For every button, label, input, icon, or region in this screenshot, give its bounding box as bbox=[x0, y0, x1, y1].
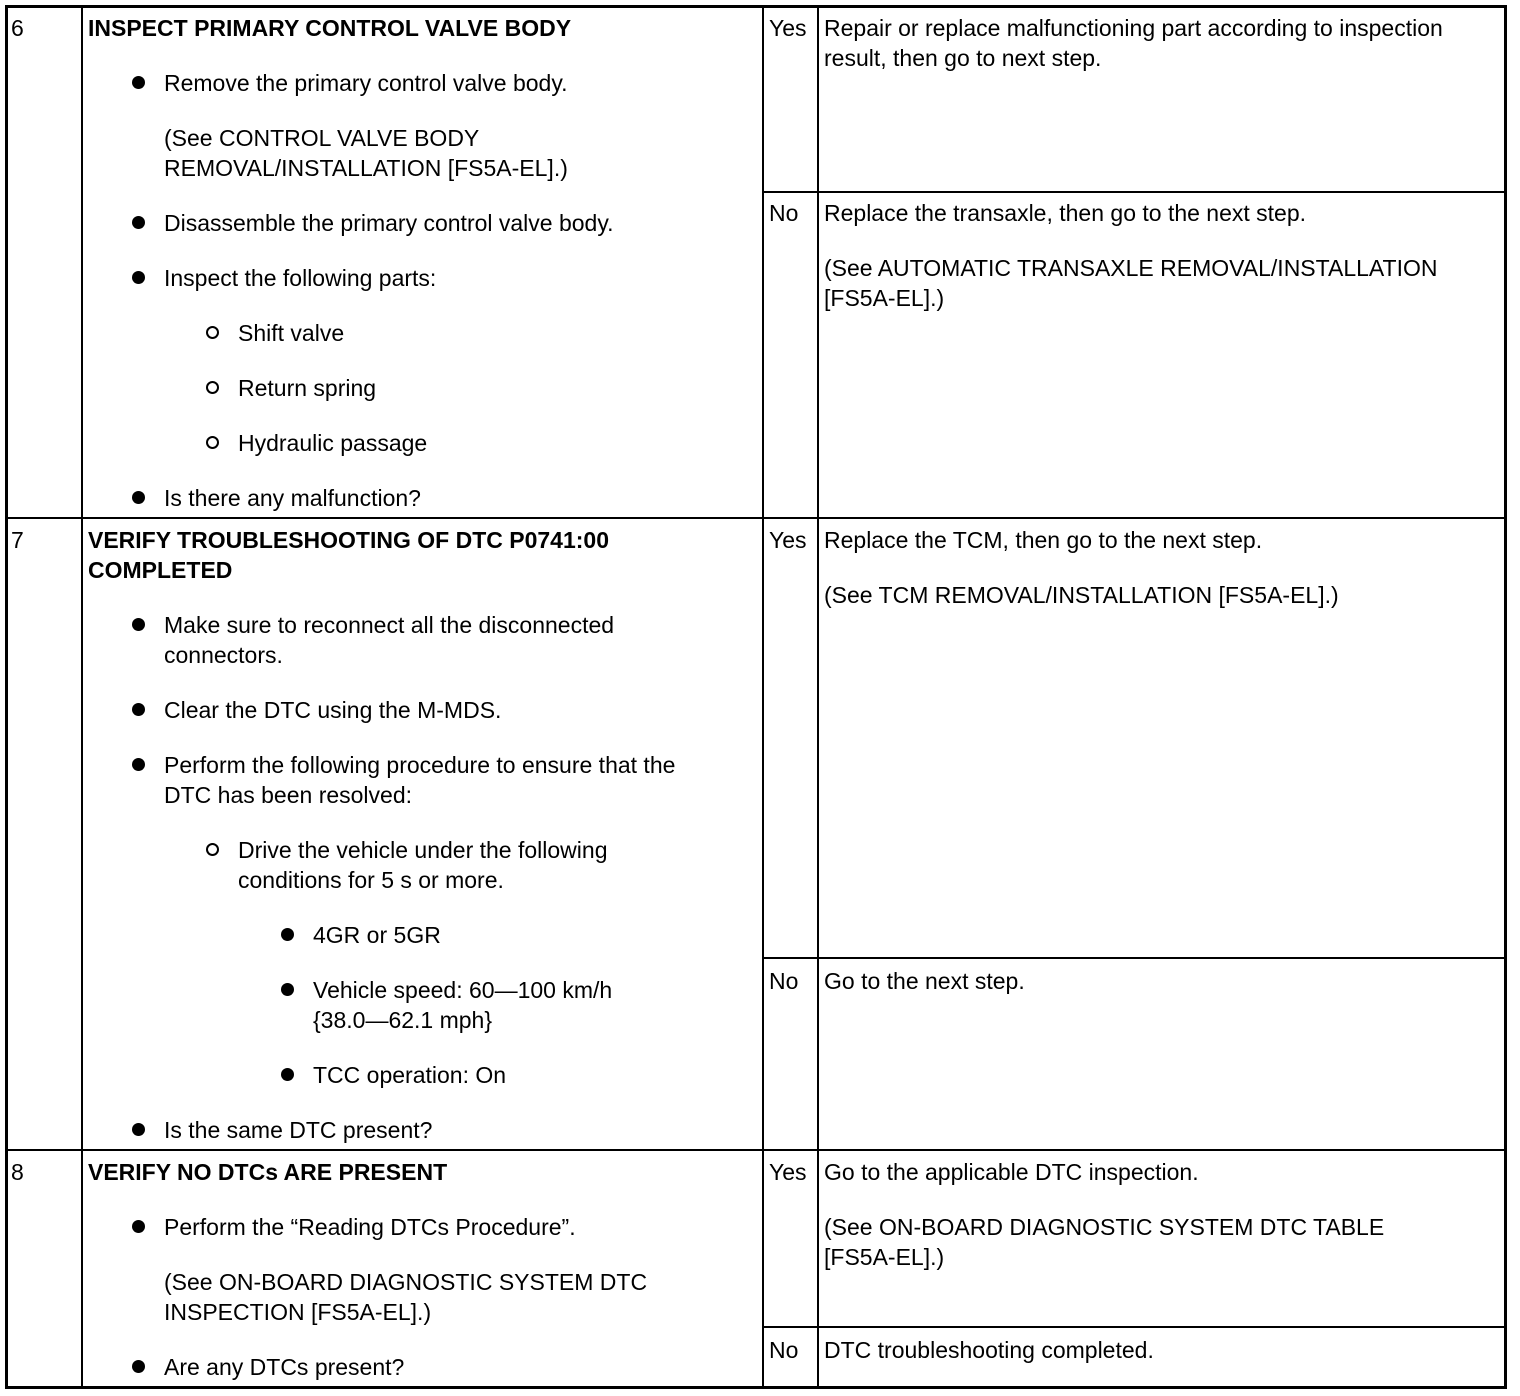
bullet-icon bbox=[132, 1123, 145, 1136]
list-item: Disassemble the primary control valve body. bbox=[164, 210, 614, 236]
list-item: Are any DTCs present? bbox=[164, 1354, 405, 1380]
list-item: Perform the “Reading DTCs Procedure”. bbox=[164, 1214, 576, 1240]
column-divider-step bbox=[81, 8, 83, 1386]
list-item: Is there any malfunction? bbox=[164, 485, 421, 511]
sub-list-item-cont: conditions for 5 s or more. bbox=[238, 867, 504, 893]
no-result-line: [FS5A-EL].) bbox=[824, 285, 945, 311]
bullet-icon bbox=[281, 983, 294, 996]
list-item: Inspect the following parts: bbox=[164, 265, 437, 291]
list-item: Remove the primary control valve body. bbox=[164, 70, 568, 96]
step-title: INSPECT PRIMARY CONTROL VALVE BODY bbox=[88, 15, 572, 41]
bullet-icon bbox=[132, 703, 145, 716]
list-item: Make sure to reconnect all the disconnected bbox=[164, 612, 615, 638]
bullet-icon bbox=[132, 271, 145, 284]
yes-no-divider bbox=[762, 957, 1504, 959]
step-title: VERIFY TROUBLESHOOTING OF DTC P0741:00 bbox=[88, 527, 610, 553]
no-result-line: Go to the next step. bbox=[824, 968, 1025, 994]
sub-list-item: Drive the vehicle under the following bbox=[238, 837, 608, 863]
yes-result-line: result, then go to next step. bbox=[824, 45, 1102, 71]
troubleshooting-table bbox=[5, 5, 1507, 1389]
reference-note: (See ON-BOARD DIAGNOSTIC SYSTEM DTC bbox=[164, 1269, 648, 1295]
bullet-icon bbox=[132, 491, 145, 504]
list-item: Perform the following procedure to ensure that the bbox=[164, 752, 676, 778]
no-result-line: Replace the transaxle, then go to the next step. bbox=[824, 200, 1307, 226]
list-item: Clear the DTC using the M-MDS. bbox=[164, 697, 502, 723]
step-number: 8 bbox=[11, 1159, 24, 1185]
bullet-icon bbox=[132, 1360, 145, 1373]
yes-result-line: (See TCM REMOVAL/INSTALLATION [FS5A-EL].) bbox=[824, 582, 1339, 608]
yes-result-line: (See ON-BOARD DIAGNOSTIC SYSTEM DTC TABLE bbox=[824, 1214, 1385, 1240]
yes-no-divider bbox=[762, 191, 1504, 193]
bullet-icon bbox=[132, 758, 145, 771]
no-label: No bbox=[769, 200, 799, 226]
list-item-cont: DTC has been resolved: bbox=[164, 782, 413, 808]
yes-result-line: [FS5A-EL].) bbox=[824, 1244, 945, 1270]
row-divider bbox=[8, 517, 1504, 519]
sub-sub-list-item: 4GR or 5GR bbox=[313, 922, 441, 948]
reference-note-cont: INSPECTION [FS5A-EL].) bbox=[164, 1299, 432, 1325]
step-number: 7 bbox=[11, 527, 24, 553]
yes-result-line: Replace the TCM, then go to the next step. bbox=[824, 527, 1263, 553]
bullet-icon bbox=[132, 216, 145, 229]
yes-result-line: Go to the applicable DTC inspection. bbox=[824, 1159, 1199, 1185]
step-title: VERIFY NO DTCs ARE PRESENT bbox=[88, 1159, 448, 1185]
hollow-bullet-icon bbox=[206, 326, 219, 339]
hollow-bullet-icon bbox=[206, 843, 219, 856]
sub-sub-list-item: Vehicle speed: 60—100 km/h bbox=[313, 977, 613, 1003]
step-number: 6 bbox=[11, 15, 24, 41]
no-result-line: DTC troubleshooting completed. bbox=[824, 1337, 1154, 1363]
yes-label: Yes bbox=[769, 527, 807, 553]
hollow-bullet-icon bbox=[206, 381, 219, 394]
no-result-line: (See AUTOMATIC TRANSAXLE REMOVAL/INSTALLATION bbox=[824, 255, 1438, 281]
bullet-icon bbox=[281, 1068, 294, 1081]
step-title-cont: COMPLETED bbox=[88, 557, 233, 583]
yes-label: Yes bbox=[769, 1159, 807, 1185]
list-item: Is the same DTC present? bbox=[164, 1117, 433, 1143]
sub-list-item: Return spring bbox=[238, 375, 377, 401]
yes-result-line: Repair or replace malfunctioning part according to inspection bbox=[824, 15, 1443, 41]
yes-label: Yes bbox=[769, 15, 807, 41]
sub-sub-list-item: TCC operation: On bbox=[313, 1062, 507, 1088]
sub-list-item: Shift valve bbox=[238, 320, 345, 346]
yes-no-divider bbox=[762, 1326, 1504, 1328]
sub-sub-list-item-cont: {38.0—62.1 mph} bbox=[313, 1007, 493, 1033]
row-divider bbox=[8, 1149, 1504, 1151]
reference-note: (See CONTROL VALVE BODY bbox=[164, 125, 480, 151]
reference-note-cont: REMOVAL/INSTALLATION [FS5A-EL].) bbox=[164, 155, 568, 181]
bullet-icon bbox=[132, 1220, 145, 1233]
bullet-icon bbox=[281, 928, 294, 941]
list-item-cont: connectors. bbox=[164, 642, 283, 668]
column-divider-result bbox=[817, 8, 819, 1386]
column-divider-action bbox=[762, 8, 764, 1386]
bullet-icon bbox=[132, 618, 145, 631]
bullet-icon bbox=[132, 76, 145, 89]
hollow-bullet-icon bbox=[206, 436, 219, 449]
sub-list-item: Hydraulic passage bbox=[238, 430, 428, 456]
no-label: No bbox=[769, 968, 799, 994]
no-label: No bbox=[769, 1337, 799, 1363]
